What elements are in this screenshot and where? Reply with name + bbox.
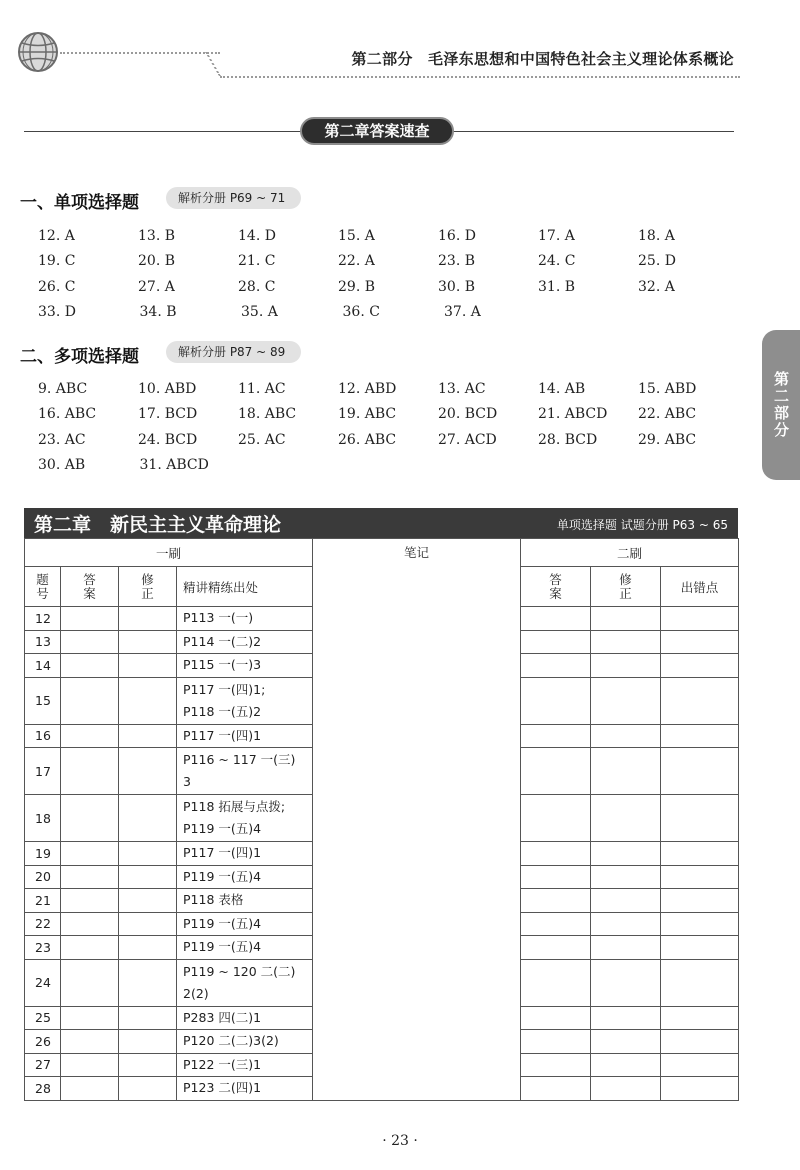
row-number: 13 [25, 630, 61, 654]
row-fix-cell [119, 959, 177, 1006]
single-choice-title: 一、单项选择题 [20, 193, 139, 213]
row-answer2-cell [521, 607, 591, 631]
multi-answer: 23. AC [38, 431, 86, 448]
part-side-tab: 第二部分 [762, 330, 800, 480]
row-fix2-cell [591, 959, 661, 1006]
row-number: 25 [25, 1006, 61, 1030]
single-answer-row [38, 274, 738, 300]
row-number: 22 [25, 912, 61, 936]
row-fix-cell [119, 865, 177, 889]
row-number: 14 [25, 654, 61, 678]
single-answer: 23. B [438, 253, 476, 270]
row-answer2-cell [521, 748, 591, 795]
row-source-line: P118 表格 [183, 892, 244, 908]
row-source [177, 1006, 313, 1030]
row-fix-cell [119, 1077, 177, 1101]
single-answer: 13. B [138, 227, 176, 244]
single-answer: 31. B [538, 278, 576, 295]
row-fix2-cell [591, 1006, 661, 1030]
chapter-table-title: 第二章 新民主主义革命理论 [34, 514, 282, 536]
col-error-header: 出错点 [661, 567, 739, 607]
multi-answer-row [38, 427, 738, 453]
row-source-line: P123 二(四)1 [183, 1080, 262, 1096]
row-answer2-cell [521, 1053, 591, 1077]
header-title: 第二部分 毛泽东思想和中国特色社会主义理论体系概论 [351, 50, 734, 68]
row-answer-cell [61, 865, 119, 889]
multi-answer: 21. ABCD [538, 406, 608, 423]
row-error-cell [661, 795, 739, 842]
row-fix2-cell [591, 865, 661, 889]
single-answer: 37. A [444, 304, 481, 321]
row-source-line: P119 一(五)4 [183, 939, 262, 955]
row-source [177, 654, 313, 678]
row-fix2-cell [591, 677, 661, 724]
row-error-cell [661, 607, 739, 631]
row-fix2-cell [591, 795, 661, 842]
col-number-header: 题 号 [25, 567, 61, 607]
row-error-cell [661, 865, 739, 889]
row-answer-cell [61, 677, 119, 724]
row-fix-cell [119, 748, 177, 795]
row-answer2-cell [521, 936, 591, 960]
multi-answer: 18. ABC [238, 406, 297, 423]
row-answer-cell [61, 1030, 119, 1054]
single-answer: 27. A [138, 278, 175, 295]
row-answer2-cell [521, 1077, 591, 1101]
single-answer: 15. A [338, 227, 375, 244]
row-number: 16 [25, 724, 61, 748]
row-answer-cell [61, 1053, 119, 1077]
row-fix2-cell [591, 607, 661, 631]
multi-answer: 19. ABC [338, 406, 397, 423]
row-fix2-cell [591, 889, 661, 913]
row-answer2-cell [521, 677, 591, 724]
single-answer: 28. C [238, 278, 276, 295]
single-answer: 33. D [38, 304, 76, 321]
multi-answer: 28. BCD [538, 431, 598, 448]
row-source-line: 2(2) [183, 985, 209, 1001]
row-source [177, 748, 313, 795]
row-error-cell [661, 889, 739, 913]
row-source-line: P118 一(五)2 [183, 703, 262, 719]
single-answer-row [38, 223, 738, 249]
row-source [177, 724, 313, 748]
row-fix2-cell [591, 630, 661, 654]
chapter-table-ref: 单项选择题 试题分册 P63 ~ 65 [556, 518, 728, 532]
row-number: 20 [25, 865, 61, 889]
row-source-line: P117 一(四)1 [183, 727, 262, 743]
globe-icon [16, 30, 60, 74]
col-answer-header: 答 案 [61, 567, 119, 607]
row-answer-cell [61, 842, 119, 866]
single-answer: 16. D [438, 227, 476, 244]
single-answer: 17. A [538, 227, 575, 244]
row-fix2-cell [591, 1077, 661, 1101]
row-fix2-cell [591, 748, 661, 795]
single-answer: 29. B [338, 278, 376, 295]
header-dotted-line [220, 76, 740, 78]
multi-answer: 10. ABD [138, 380, 197, 397]
row-source [177, 936, 313, 960]
single-answer: 20. B [138, 253, 176, 270]
row-fix-cell [119, 630, 177, 654]
row-fix-cell [119, 1030, 177, 1054]
row-source-line: P113 一(一) [183, 610, 254, 626]
row-fix2-cell [591, 912, 661, 936]
row-fix-cell [119, 842, 177, 866]
single-answer: 24. C [538, 253, 576, 270]
multi-answer: 22. ABC [638, 406, 697, 423]
multi-answer: 31. ABCD [139, 457, 209, 474]
multi-answer: 11. AC [238, 380, 286, 397]
row-source [177, 865, 313, 889]
multi-answer: 24. BCD [138, 431, 198, 448]
row-error-cell [661, 959, 739, 1006]
row-answer2-cell [521, 912, 591, 936]
notes-header: 笔记 [404, 545, 430, 560]
multi-answer-row [38, 402, 738, 428]
row-source-line: P119 ~ 120 二(二) [183, 963, 296, 979]
row-answer-cell [61, 654, 119, 678]
row-answer2-cell [521, 654, 591, 678]
multi-choice-answers [38, 376, 738, 478]
row-number: 17 [25, 748, 61, 795]
row-number: 12 [25, 607, 61, 631]
multi-answer: 26. ABC [338, 431, 397, 448]
single-answer: 34. B [139, 304, 177, 321]
row-source-line: P119 一(五)4 [183, 821, 262, 836]
row-fix2-cell [591, 724, 661, 748]
multi-answer: 9. ABC [38, 380, 88, 397]
row-source-line: P119 一(五)4 [183, 868, 262, 884]
header-dotted-line [205, 52, 243, 76]
row-source [177, 1053, 313, 1077]
row-fix2-cell [591, 936, 661, 960]
row-fix-cell [119, 795, 177, 842]
row-number: 27 [25, 1053, 61, 1077]
multi-answer-row [38, 376, 738, 402]
row-answer-cell [61, 889, 119, 913]
single-answer-row [38, 300, 738, 326]
multi-answer: 14. AB [538, 380, 586, 397]
row-answer-cell [61, 795, 119, 842]
multi-answer: 15. ABD [638, 380, 697, 397]
single-answer: 32. A [638, 278, 675, 295]
row-fix-cell [119, 654, 177, 678]
row-error-cell [661, 654, 739, 678]
row-number: 28 [25, 1077, 61, 1101]
row-source-line: P117 一(四)1 [183, 845, 262, 861]
single-choice-answers [38, 223, 738, 325]
col-source-header: 精讲精练出处 [177, 567, 313, 607]
row-error-cell [661, 1077, 739, 1101]
row-error-cell [661, 630, 739, 654]
multi-choice-ref-badge: 解析分册 P87 ~ 89 [166, 341, 301, 363]
row-answer-cell [61, 1077, 119, 1101]
row-fix-cell [119, 889, 177, 913]
row-fix-cell [119, 1006, 177, 1030]
group2-header: 二刷 [521, 539, 739, 567]
row-answer-cell [61, 607, 119, 631]
row-source-line: P120 二(二)3(2) [183, 1033, 279, 1049]
row-fix2-cell [591, 654, 661, 678]
row-source [177, 959, 313, 1006]
multi-answer: 12. ABD [338, 380, 397, 397]
row-number: 15 [25, 677, 61, 724]
row-answer2-cell [521, 1006, 591, 1030]
row-error-cell [661, 842, 739, 866]
row-error-cell [661, 677, 739, 724]
multi-answer: 20. BCD [438, 406, 498, 423]
col-answer2-header: 答 案 [521, 567, 591, 607]
chapter-table-header [24, 508, 738, 538]
col-fix-header: 修 正 [119, 567, 177, 607]
header-dotted-line [60, 52, 220, 54]
col-fix2-header: 修 正 [591, 567, 661, 607]
row-number: 21 [25, 889, 61, 913]
row-source-line: P117 一(四)1; [183, 681, 266, 697]
row-error-cell [661, 1053, 739, 1077]
row-error-cell [661, 748, 739, 795]
row-number: 26 [25, 1030, 61, 1054]
single-answer: 30. B [438, 278, 476, 295]
single-answer: 21. C [238, 253, 276, 270]
row-error-cell [661, 912, 739, 936]
single-answer: 14. D [238, 227, 276, 244]
multi-answer: 30. AB [38, 457, 86, 474]
row-number: 19 [25, 842, 61, 866]
page-number: · 23 · [382, 1133, 418, 1149]
row-source-line: P122 一(三)1 [183, 1056, 262, 1072]
review-table [24, 538, 739, 1101]
row-fix2-cell [591, 1030, 661, 1054]
row-answer-cell [61, 748, 119, 795]
row-number: 24 [25, 959, 61, 1006]
row-answer-cell [61, 630, 119, 654]
multi-answer: 29. ABC [638, 431, 697, 448]
row-answer-cell [61, 1006, 119, 1030]
row-fix-cell [119, 607, 177, 631]
row-fix-cell [119, 1053, 177, 1077]
row-answer-cell [61, 724, 119, 748]
row-error-cell [661, 1030, 739, 1054]
row-answer2-cell [521, 724, 591, 748]
single-answer-row [38, 249, 738, 275]
row-fix-cell [119, 724, 177, 748]
row-source-line: P118 拓展与点拨; [183, 799, 286, 814]
multi-answer-row [38, 453, 738, 479]
notes-column [313, 539, 521, 1101]
row-source-line: P283 四(二)1 [183, 1009, 262, 1025]
row-source [177, 607, 313, 631]
row-source [177, 889, 313, 913]
single-answer: 26. C [38, 278, 76, 295]
row-answer2-cell [521, 795, 591, 842]
row-answer2-cell [521, 1030, 591, 1054]
row-source-line: P115 一(一)3 [183, 657, 262, 673]
row-source [177, 1030, 313, 1054]
row-fix-cell [119, 912, 177, 936]
multi-answer: 13. AC [438, 380, 486, 397]
single-answer: 19. C [38, 253, 76, 270]
row-answer2-cell [521, 889, 591, 913]
row-fix-cell [119, 677, 177, 724]
single-answer: 22. A [338, 253, 375, 270]
chapter-banner: 第二章答案速查 [300, 117, 454, 145]
row-source-line: P119 一(五)4 [183, 915, 262, 931]
row-source-line: 3 [183, 774, 191, 789]
row-fix-cell [119, 936, 177, 960]
multi-choice-title: 二、多项选择题 [20, 347, 139, 367]
row-source [177, 630, 313, 654]
row-answer-cell [61, 912, 119, 936]
row-number: 23 [25, 936, 61, 960]
multi-answer: 16. ABC [38, 406, 97, 423]
single-answer: 18. A [638, 227, 675, 244]
multi-answer: 27. ACD [438, 431, 497, 448]
row-source [177, 677, 313, 724]
single-answer: 12. A [38, 227, 75, 244]
row-fix2-cell [591, 842, 661, 866]
row-error-cell [661, 724, 739, 748]
row-source-line: P116 ~ 117 一(三) [183, 752, 296, 767]
multi-answer: 17. BCD [138, 406, 198, 423]
row-fix2-cell [591, 1053, 661, 1077]
single-answer: 25. D [638, 253, 676, 270]
multi-answer: 25. AC [238, 431, 286, 448]
row-answer2-cell [521, 842, 591, 866]
row-source [177, 912, 313, 936]
row-source [177, 1077, 313, 1101]
row-source-line: P114 一(二)2 [183, 633, 262, 649]
row-number: 18 [25, 795, 61, 842]
row-answer-cell [61, 936, 119, 960]
row-error-cell [661, 1006, 739, 1030]
row-answer2-cell [521, 959, 591, 1006]
row-answer2-cell [521, 630, 591, 654]
row-answer-cell [61, 959, 119, 1006]
single-choice-ref-badge: 解析分册 P69 ~ 71 [166, 187, 301, 209]
single-answer: 35. A [241, 304, 278, 321]
group1-header: 一刷 [25, 539, 313, 567]
row-answer2-cell [521, 865, 591, 889]
row-source [177, 842, 313, 866]
row-error-cell [661, 936, 739, 960]
single-answer: 36. C [342, 304, 380, 321]
row-source [177, 795, 313, 842]
